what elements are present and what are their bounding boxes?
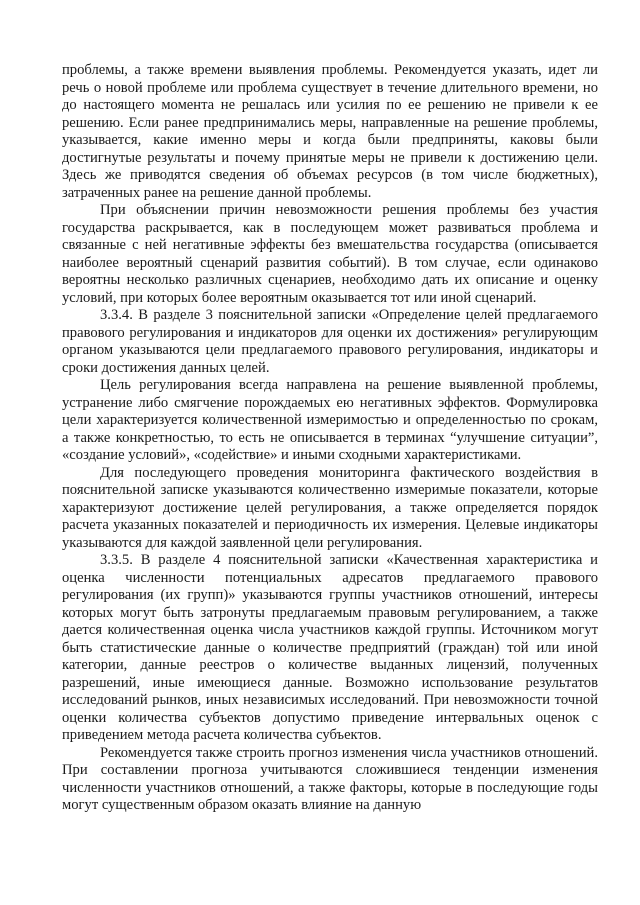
paragraph-monitoring-indicators: Для последующего проведения мониторинга фактического воздействия в пояснительной записке указываются количественно измеримые показатели, которые характеризуют достижение целей регулирования, а также определяется порядок расчета указанных показателей и периодичность их измерения. Целевые индикаторы указываются для каждой заявленной цели регулирования. bbox=[62, 464, 598, 551]
paragraph-section-3-3-5: 3.3.5. В разделе 4 пояснительной записки «Качественная характеристика и оценка численности потенциальных адресатов предлагаемого правового регулирования (их групп)» указываются группы участников отношений, интересы которых могут быть затронуты предлагаемым правовым регулированием, а также дается количественная оценка числа участников каждой группы. Источником могут быть статистические данные о количестве предприятий (граждан) той или иной категории, данные реестров о количестве выданных лицензий, полученных разрешений, иные имеющиеся данные. Возможно использование результатов исследований рынков, иных независимых исследований. При невозможности точной оценки количества субъектов допустимо приведение интервальных оценок с приведением метода расчета количества субъектов. bbox=[62, 552, 598, 743]
document-page bbox=[62, 62, 598, 815]
paragraph-state-participation: При объяснении причин невозможности решения проблемы без участия государства раскрывается, как в последующем может развиваться проблема и связанные с ней негативные эффекты без вмешательства государства (описывается наиболее вероятный сценарий развития событий). В том случае, если одинаково вероятны несколько различных сценариев, необходимо дать их описание и оценку условий, при которых более вероятным оказывается тот или иной сценарий. bbox=[62, 202, 598, 306]
paragraph-forecast: Рекомендуется также строить прогноз изменения числа участников отношений. При составлении прогноза учитываются сложившиеся тенденции изменения численности участников отношений, а также факторы, которые в последующие годы могут существенным образом оказать влияние на данную bbox=[62, 744, 598, 813]
paragraph-regulation-goal: Цель регулирования всегда направлена на решение выявленной проблемы, устранение либо смягчение порождаемых ею негативных эффектов. Формулировка цели характеризуется количественной измеримостью и определенностью по срокам, а также конкретностью, то есть не описывается в терминах “улучшение ситуации”, «создание условий», «содействие» и иными сходными характеристиками. bbox=[62, 377, 598, 463]
paragraph-problem-history: проблемы, а также времени выявления проблемы. Рекомендуется указать, идет ли речь о новой проблеме или проблема существует в течение длительного времени, но до настоящего момента не решалась или усилия по ее решению не привели к ее решению. Если ранее предпринимались меры, направленные на решение проблемы, указывается, какие именно меры и когда были предприняты, каковы были достигнутые результаты и почему принятые меры не привели к достижению цели. Здесь же приводятся сведения об объемах ресурсов (в том числе бюджетных), затраченных ранее на решение данной проблемы. bbox=[62, 62, 598, 201]
paragraph-section-3-3-4: 3.3.4. В разделе 3 пояснительной записки «Определение целей предлагаемого правового регулирования и индикаторов для оценки их достижения» регулирующим органом указываются цели предлагаемого правового регулирования, индикаторы и сроки достижения данных целей. bbox=[62, 307, 598, 376]
